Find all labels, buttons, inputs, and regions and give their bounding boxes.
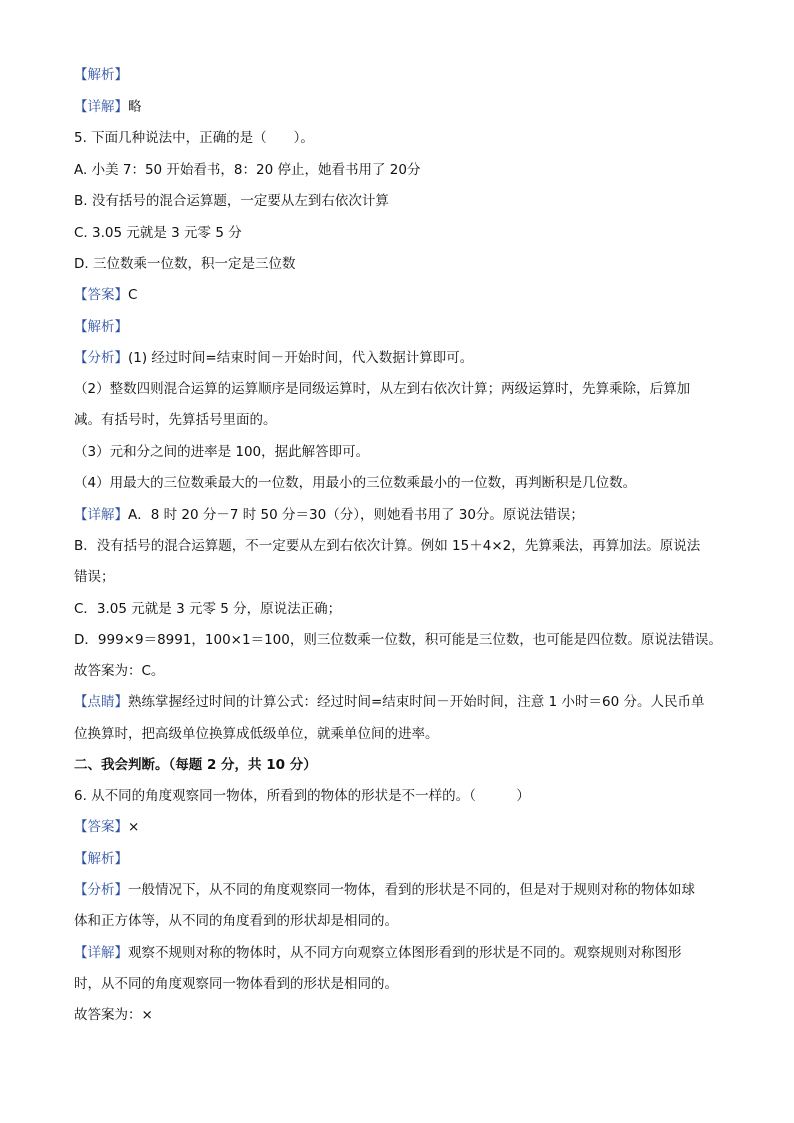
detail-line: 时，从不同的角度观察同一物体看到的形状是相同的。 — [74, 976, 398, 992]
analysis-tag: 【解析】 — [74, 319, 128, 335]
detail-tag: 【详解】 — [74, 507, 128, 523]
detail-tag: 【详解】 — [74, 99, 128, 115]
fenxi-line: 减。有括号时，先算括号里面的。 — [74, 412, 277, 428]
option-b: B. 没有括号的混合运算题，一定要从左到右依次计算 — [74, 193, 389, 209]
detail-line: B．没有括号的混合运算题，不一定要从左到右依次计算。例如 15＋4×2，先算乘法，再算加法。原说法 — [74, 538, 701, 554]
detail-text: 观察不规则对称的物体时，从不同方向观察立体图形看到的形状是不同的。观察规则对称图形 — [128, 945, 682, 961]
detail-line: 故答案为：× — [74, 1007, 153, 1023]
detail-line: 错误； — [74, 569, 115, 585]
answer-tag: 【答案】 — [74, 819, 128, 835]
fenxi-text: 一般情况下，从不同的角度观察同一物体，看到的形状是不同的，但是对于规则对称的物体如球 — [128, 882, 695, 898]
answer-line — [74, 286, 137, 304]
fenxi-tag: 【分析】 — [74, 350, 128, 366]
detail-line: D．999×9＝8991，100×1＝100，则三位数乘一位数，积可能是三位数，也可能是四位数。原说法错误。 — [74, 632, 722, 648]
fenxi-line: （2）整数四则混合运算的运算顺序是同级运算时，从左到右依次计算；两级运算时，先算乘除，后算加 — [74, 381, 691, 397]
option-a: A. 小美 7：50 开始看书，8：20 停止，她看书用了 20分 — [74, 162, 421, 178]
fenxi-text: (1) 经过时间=结束时间－开始时间，代入数据计算即可。 — [128, 350, 474, 366]
detail-line — [74, 98, 142, 116]
detail-text: 略 — [128, 99, 142, 115]
option-c: C. 3.05 元就是 3 元零 5 分 — [74, 225, 242, 241]
question-5: 5. 下面几种说法中，正确的是（ ）。 — [74, 130, 314, 146]
answer-line — [74, 818, 139, 836]
detail-line — [74, 506, 584, 524]
option-d: D. 三位数乘一位数，积一定是三位数 — [74, 256, 296, 272]
section-heading: 二、我会判断。（每题 2 分，共 10 分） — [74, 757, 317, 773]
fenxi-line: （3）元和分之间的进率是 100，据此解答即可。 — [74, 444, 370, 460]
dianjing-line: 位换算时，把高级单位换算成低级单位，就乘单位间的进率。 — [74, 726, 439, 742]
fenxi-line: 体和正方体等，从不同的角度看到的形状却是相同的。 — [74, 913, 398, 929]
detail-line: 故答案为：C。 — [74, 663, 165, 679]
fenxi-line: （4）用最大的三位数乘最大的一位数，用最小的三位数乘最小的一位数，再判断积是几位数。 — [74, 475, 637, 491]
detail-tag: 【详解】 — [74, 945, 128, 961]
answer-tag: 【答案】 — [74, 287, 128, 303]
analysis-tag: 【解析】 — [74, 851, 128, 867]
fenxi-tag: 【分析】 — [74, 882, 128, 898]
detail-text: A．8 时 20 分－7 时 50 分＝30（分），则她看书用了 30分。原说法错误； — [128, 507, 584, 523]
dianjing-line — [74, 693, 704, 711]
fenxi-line — [74, 881, 695, 899]
dianjing-text: 熟练掌握经过时间的计算公式：经过时间=结束时间－开始时间，注意 1 小时＝60 分。人民币单 — [128, 694, 705, 710]
fenxi-line — [74, 349, 473, 367]
answer-value: × — [128, 819, 140, 835]
detail-line — [74, 944, 682, 962]
dianjing-tag: 【点睛】 — [74, 694, 128, 710]
detail-line: C．3.05 元就是 3 元零 5 分，原说法正确； — [74, 601, 342, 617]
analysis-tag: 【解析】 — [74, 67, 128, 83]
question-6: 6. 从不同的角度观察同一物体，所看到的物体的形状是不一样的。（ ） — [74, 788, 530, 804]
answer-value: C — [128, 287, 138, 303]
